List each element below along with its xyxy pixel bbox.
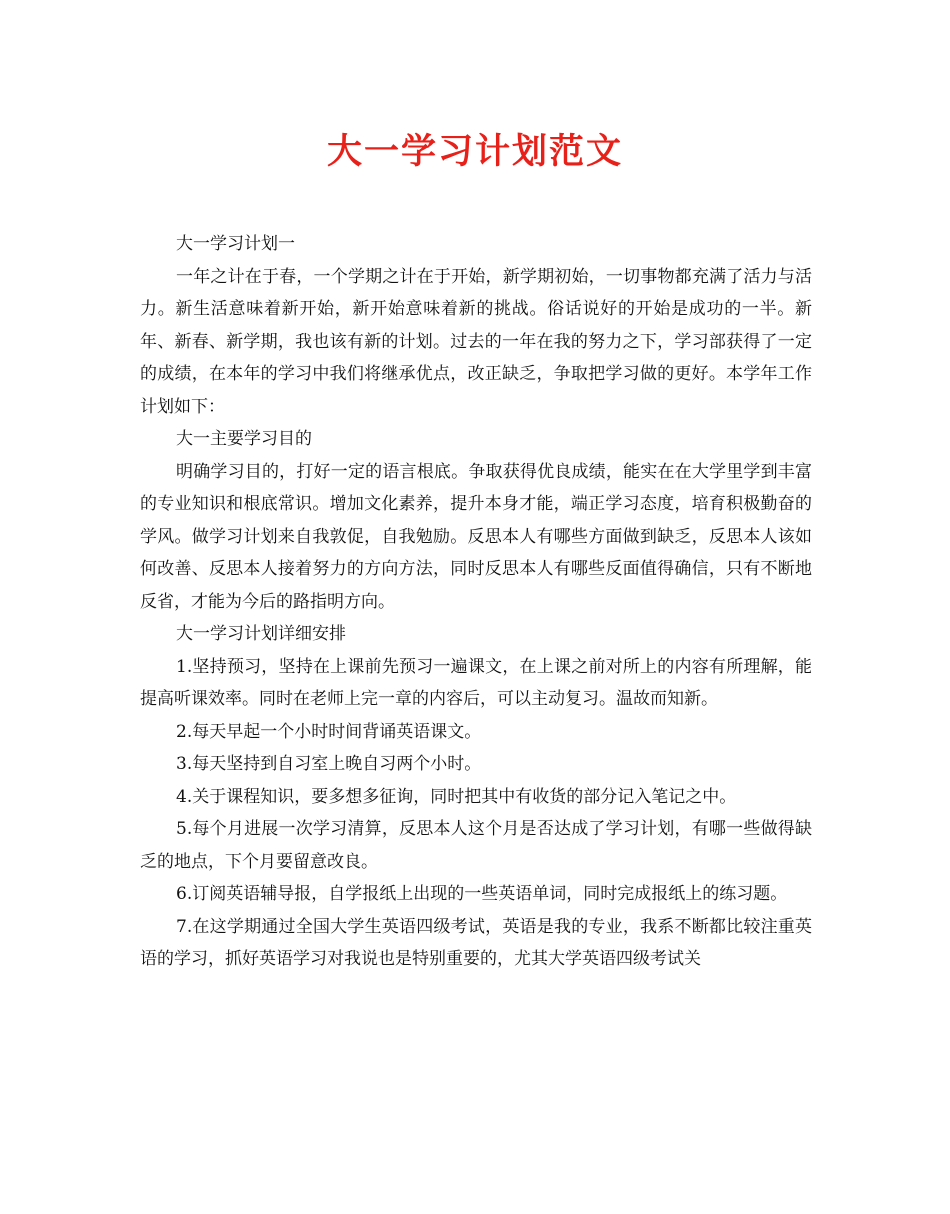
list-item-1: 1.坚持预习，坚持在上课前先预习一遍课文，在上课之前对所上的内容有所理解，能提高听课效率。同时在老师上完一章的内容后，可以主动复习。温故而知新。 bbox=[140, 656, 812, 709]
list-item-6: 6.订阅英语辅导报，自学报纸上出现的一些英语单词，同时完成报纸上的练习题。 bbox=[176, 884, 788, 904]
list-item-7: 7.在这学期通过全国大学生英语四级考试，英语是我的专业，我系不断都比较注重英语的学习，抓好英语学习对我说也是特别重要的，尤其大学英语四级考试关 bbox=[140, 916, 812, 969]
list-item-4: 4.关于课程知识，要多想多征询，同时把其中有收货的部分记入笔记之中。 bbox=[176, 786, 737, 807]
paragraph-plan-one-heading: 大一学习计划一 bbox=[176, 234, 295, 254]
paragraph-goal-heading: 大一主要学习目的 bbox=[176, 429, 312, 449]
paragraph-intro: 一年之计在于春，一个学期之计在于开始，新学期初始，一切事物都充满了活力与活力。新生活意味着新开始，新开始意味着新的挑战。俗话说好的开始是成功的一半。新年、新春、新学期，我也该有新的计划。过去的一年在我的努力之下，学习部获得了一定的成绩，在本年的学习中我们将继承优点，改正缺乏，争取把学习做的更好。本学年工作计划如下： bbox=[140, 266, 812, 417]
list-item-3: 3.每天坚持到自习室上晚自习两个小时。 bbox=[176, 754, 482, 774]
document-title: 大一学习计划范文 bbox=[326, 131, 623, 172]
list-item-2: 2.每天早起一个小时时间背诵英语课文。 bbox=[176, 721, 482, 742]
document-body bbox=[140, 228, 812, 976]
list-item-5: 5.每个月进展一次学习清算，反思本人这个月是否达成了学习计划，有哪一些做得缺乏的地点，下个月要留意改良。 bbox=[140, 819, 812, 872]
paragraph-arrangement-heading: 大一学习计划详细安排 bbox=[176, 624, 346, 644]
paragraph-goal: 明确学习目的，打好一定的语言根底。争取获得优良成绩，能实在在大学里学到丰富的专业知识和根底常识。增加文化素养，提升本身才能，端正学习态度，培育积极勤奋的学风。做学习计划来自我敦促，自我勉励。反思本人有哪些方面做到缺乏，反思本人该如何改善、反思本人接着努力的方向方法，同时反思本人有哪些反面值得确信，只有不断地反省，才能为今后的路指明方向。 bbox=[140, 461, 812, 612]
